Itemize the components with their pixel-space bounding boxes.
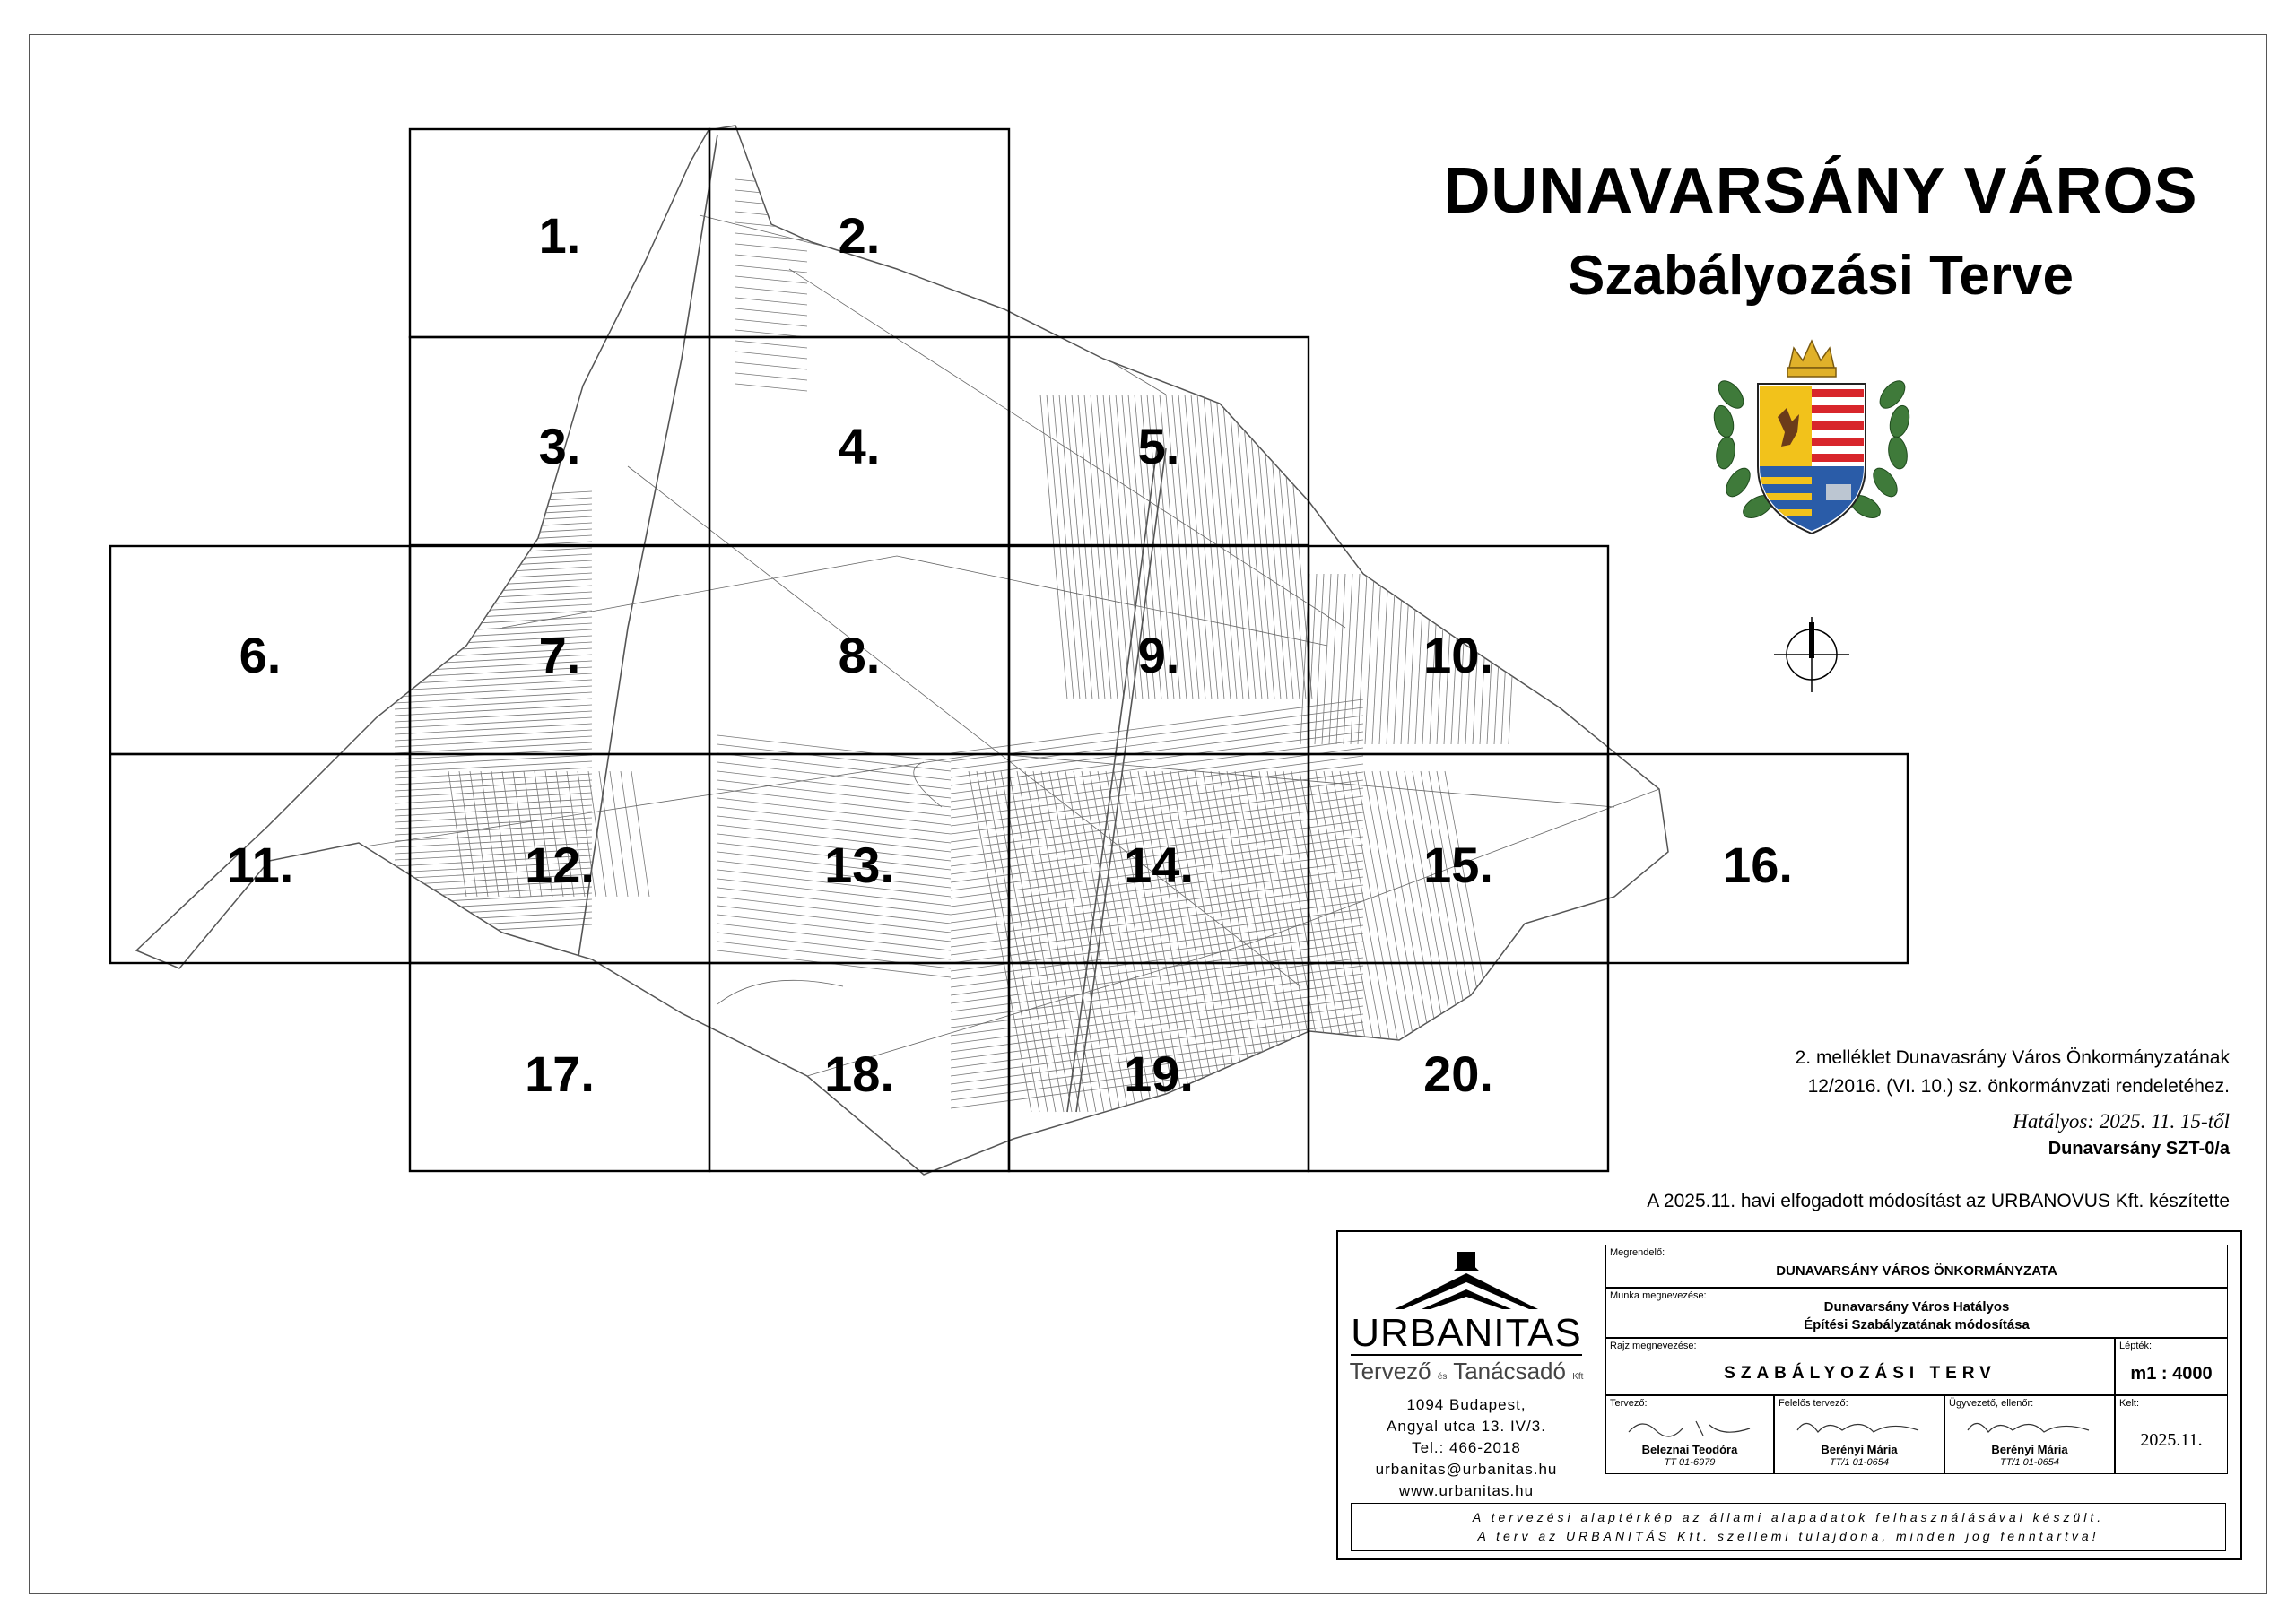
work-caption: Munka megnevezése: (1610, 1290, 1707, 1301)
copyright-line-1: A tervezési alaptérkép az állami alapadatok felhasználásával készült. (1472, 1510, 2105, 1524)
work-cell (1605, 1288, 2228, 1338)
company-subtitle (1345, 1358, 1587, 1385)
date-value: 2025.11. (2140, 1430, 2203, 1450)
sheet-label-3: 3. (538, 418, 581, 474)
copyright-note (1351, 1503, 2226, 1551)
sheet-label-11: 11. (226, 837, 294, 893)
sheet-label-15: 15. (1423, 837, 1493, 893)
sheet-label-18: 18. (824, 1046, 894, 1102)
company-logo-icon (1368, 1246, 1565, 1318)
designer-id: TT 01-6979 (1664, 1457, 1716, 1468)
sheet-label-1: 1. (538, 207, 581, 264)
date-cell (2115, 1395, 2228, 1474)
designer-name: Beleznai Teodóra (1641, 1443, 1738, 1456)
company-name: URBANITAS (1351, 1311, 1582, 1355)
scale-cell (2115, 1338, 2228, 1395)
company-sub-kft: Kft (1572, 1372, 1584, 1383)
scale-value: m1 : 4000 (2130, 1364, 2213, 1384)
work-value-1: Dunavarsány Város Hatályos (1823, 1299, 2010, 1315)
amendment-note: A 2025.11. havi elfogadott módosítást az URBANOVUS Kft. készítette (1647, 1191, 2230, 1211)
company-sub-b: Tanácsadó (1453, 1358, 1566, 1385)
sheet-label-17: 17. (525, 1046, 595, 1102)
page-subtitle: Szabályozási Terve (1567, 245, 2074, 307)
work-value-2: Építési Szabályzatának módosítása (1804, 1317, 2030, 1332)
decree-note: 12/2016. (VI. 10.) sz. önkormánvzati rendeletéhez. (1807, 1076, 2230, 1097)
designer-cell (1605, 1395, 1774, 1474)
company-sub-es: és (1437, 1372, 1448, 1383)
responsible-name: Berényi Mária (1821, 1443, 1898, 1456)
sheet-label-9: 9. (1137, 627, 1180, 683)
stamp-grid (1605, 1245, 2228, 1490)
checker-name: Berényi Mária (1991, 1443, 2068, 1456)
sheet-label-8: 8. (838, 627, 881, 683)
scale-caption: Lépték: (2119, 1341, 2152, 1351)
sheet-label-16: 16. (1723, 837, 1793, 893)
company-phone: Tel.: 466-2018 (1412, 1439, 1521, 1457)
designer-signature-icon (1624, 1412, 1759, 1441)
company-address-2: Angyal utca 13. IV/3. (1387, 1418, 1546, 1436)
drawing-value: SZABÁLYOZÁSI TERV (1724, 1364, 1996, 1383)
sheet-label-12: 12. (525, 837, 595, 893)
sheet-label-5: 5. (1137, 418, 1180, 474)
sheet-label-20: 20. (1423, 1046, 1493, 1102)
checker-caption: Ügyvezető, ellenőr: (1949, 1398, 2034, 1409)
title-block (1336, 1230, 2242, 1560)
sheet-label-13: 13. (824, 837, 894, 893)
drawing-cell (1605, 1338, 2115, 1395)
north-arrow-icon (1767, 610, 1857, 699)
sheet-label-14: 14. (1124, 837, 1194, 893)
company-website: www.urbanitas.hu (1398, 1482, 1535, 1500)
company-address-1: 1094 Budapest, (1406, 1396, 1526, 1414)
client-value: DUNAVARSÁNY VÁROS ÖNKORMÁNYZATA (1776, 1263, 2057, 1279)
checker-id: TT/1 01-0654 (1999, 1457, 2060, 1468)
company-email: urbanitas@urbanitas.hu (1375, 1461, 1558, 1479)
date-caption: Kelt: (2119, 1398, 2140, 1409)
sheet-label-2: 2. (838, 207, 881, 264)
validity-note: Hatályos: 2025. 11. 15-től (2013, 1110, 2230, 1133)
sheet-label-10: 10. (1423, 627, 1493, 683)
annex-note: 2. melléklet Dunavasrány Város Önkormányzatának (1795, 1047, 2230, 1068)
sheet-label-4: 4. (838, 418, 881, 474)
checker-cell (1944, 1395, 2115, 1474)
designer-caption: Tervező: (1610, 1398, 1648, 1409)
sheet-code: Dunavarsány SZT-0/a (2048, 1139, 2230, 1159)
coat-of-arms-icon (1704, 332, 1919, 547)
responsible-caption: Felelős tervező: (1779, 1398, 1848, 1409)
checker-signature-icon (1963, 1412, 2098, 1441)
client-caption: Megrendelő: (1610, 1247, 1665, 1258)
copyright-line-2: A terv az URBANITÁS Kft. szellemi tulajdona, minden jog fenntartva! (1477, 1529, 2100, 1543)
drawing-caption: Rajz megnevezése: (1610, 1341, 1697, 1351)
page-title: DUNAVARSÁNY VÁROS (1443, 155, 2198, 227)
responsible-cell (1774, 1395, 1944, 1474)
sheet-label-7: 7. (538, 627, 581, 683)
sheet-label-19: 19. (1124, 1046, 1194, 1102)
sheet-label-6: 6. (239, 627, 282, 683)
company-block (1345, 1241, 1587, 1510)
responsible-id: TT/1 01-0654 (1829, 1457, 1890, 1468)
company-sub-a: Tervező (1349, 1358, 1431, 1385)
client-cell (1605, 1245, 2228, 1288)
responsible-signature-icon (1793, 1412, 1927, 1441)
